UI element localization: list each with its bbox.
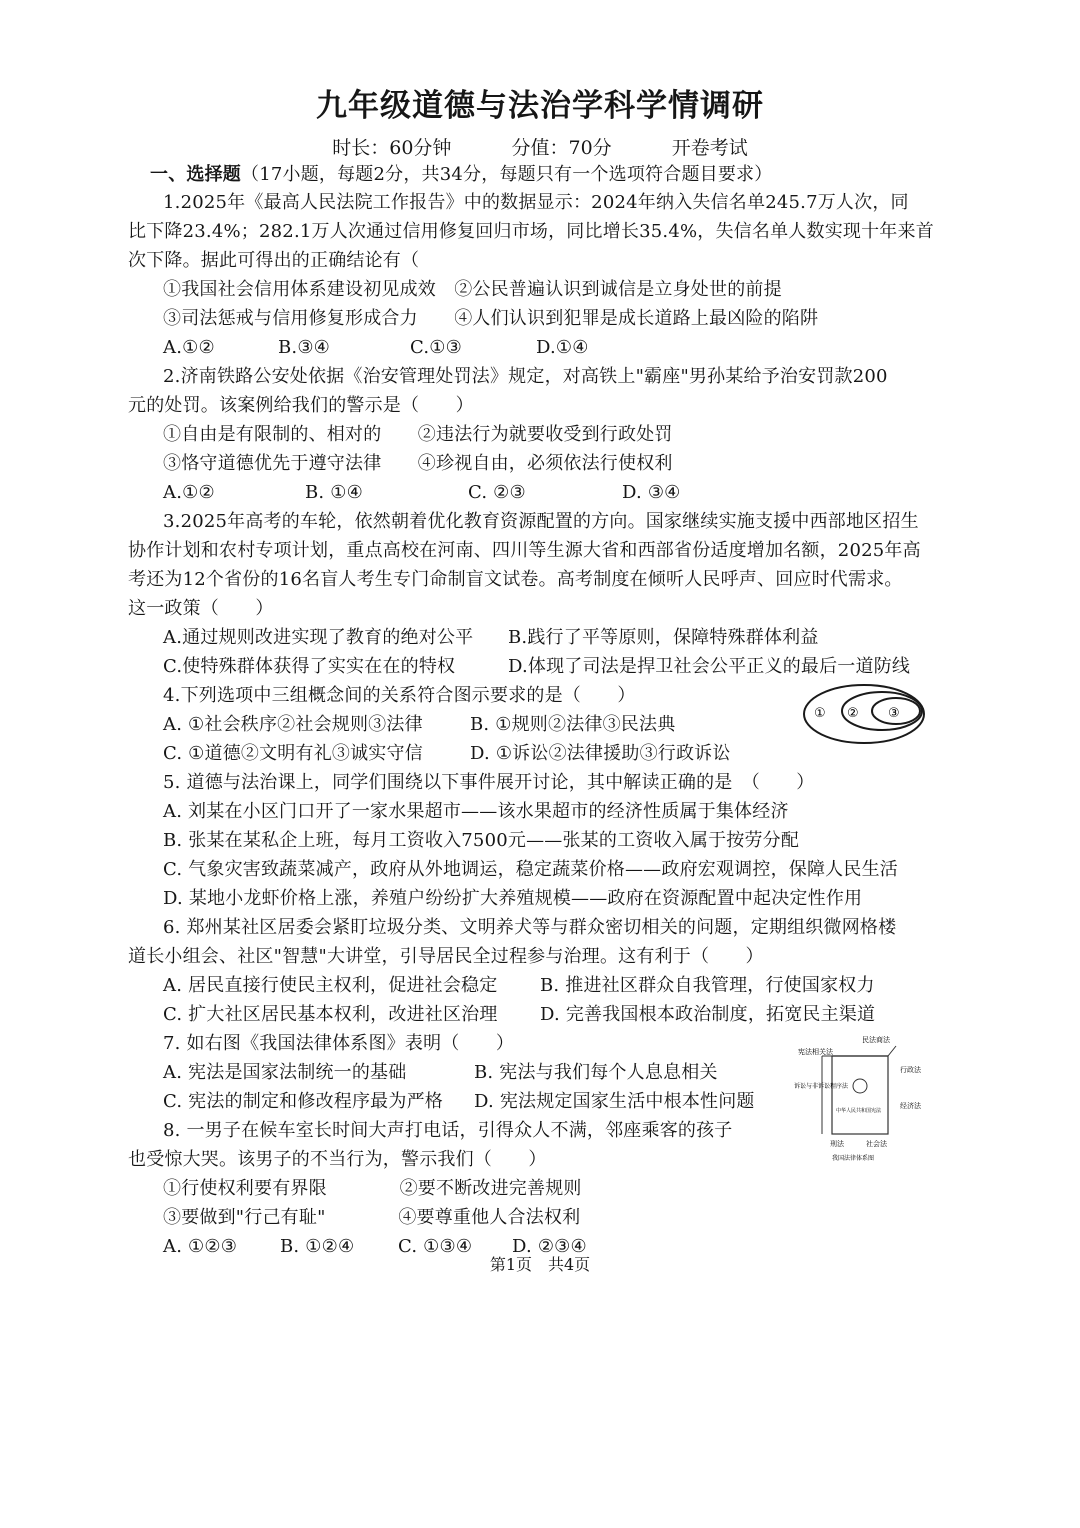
q2-statements-2: ③恪守道德优先于遵守法律 ④珍视自由，必须依法行使权利 — [163, 453, 673, 474]
q5-option-a: A. 刘某在小区门口开了一家水果超市——该水果超市的经济性质属于集体经济 — [163, 801, 789, 822]
q7-option-d: D. 宪法规定国家生活中根本性问题 — [474, 1091, 755, 1112]
q2-line-1: 2.济南铁路公安处依据《治安管理处罚法》规定，对高铁上"霸座"男孙某给予治安罚款200 — [163, 366, 888, 387]
page-title: 九年级道德与法治学科学情调研 — [316, 88, 764, 124]
q2-option-d: D. ③④ — [622, 482, 681, 503]
q4-option-b: B. ①规则②法律③民法典 — [470, 714, 676, 735]
q3-line-1: 3.2025年高考的车轮，依然朝着优化教育资源配置的方向。国家继续实施支援中西部地区招生 — [163, 511, 919, 532]
label-civil-commercial: 民法商法 — [862, 1036, 890, 1044]
section-heading — [150, 162, 772, 188]
section-title: 一、选择题 — [150, 164, 241, 185]
q3-line-3: 考还为12个省份的16名盲人考生专门命制盲文试卷。高考制度在倾听人民呼声、回应时代需求。 — [128, 569, 903, 590]
q8-option-d: D. ②③④ — [512, 1236, 587, 1257]
q8-option-c: C. ①③④ — [398, 1236, 473, 1257]
q3-option-d: D.体现了司法是捍卫社会公平正义的最后一道防线 — [508, 656, 911, 677]
q2-option-c: C. ②③ — [468, 482, 526, 503]
label-constitution: 中华人民共和国宪法 — [836, 1108, 882, 1114]
q5-option-b: B. 张某在某私企上班，每月工资收入7500元——张某的工资收入属于按劳分配 — [163, 830, 800, 851]
q3-option-c: C.使特殊群体获得了实实在在的特权 — [163, 656, 456, 677]
q7-line-1: 7. 如右图《我国法律体系图》表明（ ） — [163, 1033, 515, 1054]
q8-line-1: 8. 一男子在候车室长时间大声打电话，引得众人不满，邻座乘客的孩子 — [163, 1120, 733, 1141]
national-emblem-icon — [853, 1079, 867, 1093]
q6-option-b: B. 推进社区群众自我管理，行使国家权力 — [540, 975, 875, 996]
q4-option-d: D. ①诉讼②法律援助③行政诉讼 — [470, 743, 731, 764]
exam-duration: 时长：60分钟 — [332, 137, 452, 159]
q1-option-b: B.③④ — [278, 337, 331, 358]
circle-label-1: ① — [814, 706, 826, 721]
q8-statements-1: ①行使权利要有界限 ②要不断改进完善规则 — [163, 1178, 582, 1199]
label-criminal: 刑法 — [830, 1140, 844, 1148]
exam-meta — [0, 133, 1080, 160]
q3-line-4: 这一政策（ ） — [128, 598, 274, 619]
q7-option-a: A. 宪法是国家法制统一的基础 — [163, 1062, 407, 1083]
q3-line-2: 协作计划和农村专项计划，重点高校在河南、四川等生源大省和西部省份适度增加名额，2025年高 — [128, 540, 921, 561]
q4-nested-circles-diagram — [800, 682, 930, 746]
q6-option-c: C. 扩大社区居民基本权利，改进社区治理 — [163, 1004, 498, 1025]
q8-option-b: B. ①②④ — [280, 1236, 355, 1257]
q5-line-1: 5. 道德与法治课上，同学们围绕以下事件展开讨论，其中解读正确的是 （ ） — [163, 772, 815, 793]
label-constitution-related: 宪法相关法 — [798, 1048, 833, 1056]
q2-option-a: A.①② — [163, 482, 215, 503]
q6-line-2: 道长小组会、社区"智慧"大讲堂，引导居民全过程参与治理。这有利于（ ） — [128, 946, 764, 967]
q8-statements-2: ③要做到"行己有耻" ④要尊重他人合法权利 — [163, 1207, 581, 1228]
q8-option-a: A. ①②③ — [163, 1236, 238, 1257]
label-social: 社会法 — [866, 1140, 887, 1148]
q1-option-d: D.①④ — [536, 337, 589, 358]
q4-option-c: C. ①道德②文明有礼③诚实守信 — [163, 743, 423, 764]
q1-line-1: 1.2025年《最高人民法院工作报告》中的数据显示：2024年纳入失信名单245.7万人次，同 — [163, 192, 909, 213]
page-number: 第1页 共4页 — [489, 1255, 591, 1274]
diagram-caption: 我国法律体系图 — [832, 1155, 875, 1162]
q5-option-c: C. 气象灾害致蔬菜减产，政府从外地调运，稳定蔬菜价格——政府宏观调控，保障人民生活 — [163, 859, 898, 880]
q2-statements-1: ①自由是有限制的、相对的 ②违法行为就要收受到行政处罚 — [163, 424, 673, 445]
circle-label-2: ② — [847, 706, 859, 721]
q1-line-3: 次下降。据此可得出的正确结论有（ — [128, 250, 420, 271]
label-administrative: 行政法 — [900, 1066, 921, 1074]
q1-option-a: A.①② — [163, 337, 215, 358]
q3-option-a: A.通过规则改进实现了教育的绝对公平 — [163, 627, 474, 648]
q5-option-d: D. 某地小龙虾价格上涨，养殖户纷纷扩大养殖规模——政府在资源配置中起决定性作用 — [163, 888, 863, 909]
circle-label-3: ③ — [888, 706, 900, 721]
q8-line-2: 也受惊大哭。该男子的不当行为，警示我们（ ） — [128, 1149, 547, 1170]
exam-mode: 开卷考试 — [671, 137, 748, 159]
diagram-frame — [832, 1056, 888, 1134]
section-note: （17小题，每题2分，共34分，每题只有一个选项符合题目要求） — [241, 164, 773, 185]
q7-option-c: C. 宪法的制定和修改程序最为严格 — [163, 1091, 443, 1112]
q4-option-a: A. ①社会秩序②社会规则③法律 — [163, 714, 423, 735]
q1-statements-2: ③司法惩戒与信用修复形成合力 ④人们认识到犯罪是成长道路上最凶险的陷阱 — [163, 308, 819, 329]
label-procedure: 诉讼与非诉讼程序法 — [794, 1083, 849, 1090]
q1-line-2: 比下降23.4%；282.1万人次通过信用修复回归市场，同比增长35.4%，失信名单人数实现十年来首 — [128, 221, 934, 242]
q1-option-c: C.①③ — [410, 337, 462, 358]
q7-law-system-diagram — [792, 1032, 932, 1162]
q7-option-b: B. 宪法与我们每个人息息相关 — [474, 1062, 718, 1083]
q2-line-2: 元的处罚。该案例给我们的警示是（ ） — [128, 395, 474, 416]
q6-option-a: A. 居民直接行使民主权利，促进社会稳定 — [163, 975, 498, 996]
exam-score: 分值：70分 — [511, 137, 612, 159]
label-economic: 经济法 — [900, 1102, 921, 1110]
q6-line-1: 6. 郑州某社区居委会紧盯垃圾分类、文明养犬等与群众密切相关的问题，定期组织微网格楼 — [163, 917, 897, 938]
q2-option-b: B. ①④ — [305, 482, 363, 503]
q3-option-b: B.践行了平等原则，保障特殊群体利益 — [508, 627, 819, 648]
q4-line-1: 4.下列选项中三组概念间的关系符合图示要求的是（ ） — [163, 685, 636, 706]
q6-option-d: D. 完善我国根本政治制度，拓宽民主渠道 — [540, 1004, 876, 1025]
q1-statements-1: ①我国社会信用体系建设初见成效 ②公民普遍认识到诚信是立身处世的前提 — [163, 279, 782, 300]
